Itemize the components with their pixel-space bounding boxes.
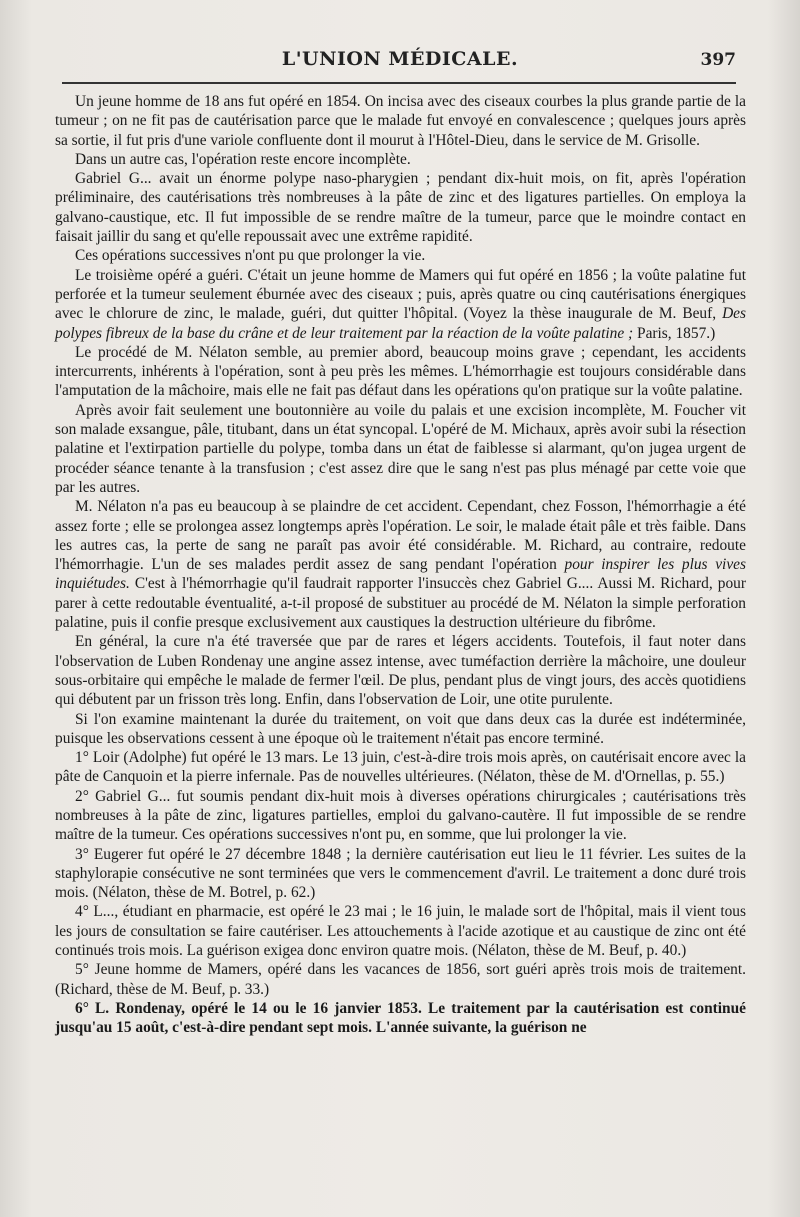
paragraph: Gabriel G... avait un énorme polype naso-pharygien ; pendant dix-huit mois, on fit, après l'opération préliminaire, des cautérisations très nombreuses à la pâte de zinc et des ligatures partielles. On employa la galvano-caustique, etc. Il fut impossible de se rendre maître de la tumeur, parce que le moindre contact en faisait jaillir du sang et qu'elle repoussait avec une extrême rapidité. bbox=[55, 170, 746, 246]
list-paragraph: 5° Jeune homme de Mamers, opéré dans les vacances de 1856, sort guéri après trois mois de traitement. (Richard, thèse de M. Beuf, p. 33.) bbox=[55, 961, 746, 998]
paragraph bbox=[55, 497, 746, 632]
paragraph: Dans un autre cas, l'opération reste encore incomplète. bbox=[75, 150, 411, 168]
list-paragraph: 4° L..., étudiant en pharmacie, est opéré le 23 mai ; le 16 juin, le malade sort de l'hôpital, mais il vient tous les jours de consultation se faire cautériser. Les attouchements à l'acide azotique et au caustique de zinc ont été continués trois mois. La guérison exigea donc environ quatre mois. (Nélaton, thèse de M. Beuf, p. 40.) bbox=[55, 903, 746, 960]
page-number: 397 bbox=[700, 50, 736, 70]
paragraph: Si l'on examine maintenant la durée du traitement, on voit que dans deux cas la durée est indéterminée, puisque les observations cessent à une époque où le traitement n'était pas encore terminé. bbox=[55, 710, 746, 747]
italic-quote: pour inspirer les plus vives inquiétudes. bbox=[55, 556, 746, 593]
paragraph: Ces opérations successives n'ont pu que prolonger la vie. bbox=[75, 247, 426, 265]
list-paragraph: 3° Eugerer fut opéré le 27 décembre 1848 ; la dernière cautérisation eut lieu le 11 février. Les suites de la staphylorapie consécutive ne sont terminées que vers le commencement d'avril. Le traitement a donc duré trois mois. (Nélaton, thèse de M. Botrel, p. 62.) bbox=[55, 845, 746, 902]
header-rule bbox=[62, 82, 736, 84]
paragraph bbox=[55, 266, 746, 343]
list-paragraph: 1° Loir (Adolphe) fut opéré le 13 mars. Le 13 juin, c'est-à-dire trois mois après, on cautérisait encore avec la pâte de Canquoin et la pierre infernale. Pas de nouvelles ultérieures. (Nélaton, thèse de M. d'Ornellas, p. 55.) bbox=[55, 749, 746, 786]
running-header bbox=[60, 44, 740, 76]
paragraph: Le procédé de M. Nélaton semble, au premier abord, beaucoup moins grave ; cependant, les accidents intercurrents, inhérents à l'opération, sont à peu près les mêmes. L'hémorrhagie est toujours considérable dans l'amputation de la mâchoire, mais elle ne fait pas défaut dans les opérations qu'on pratique sur la voûte palatine. bbox=[55, 343, 746, 400]
list-paragraph: 2° Gabriel G... fut soumis pendant dix-huit mois à diverses opérations chirurgicales ; cautérisations très nombreuses à la pâte de zinc, ligatures partielles, emploi du galvano-cautère. Il fut impossible de se rendre maître de la tumeur. Ces opérations successives n'ont pu, en somme, que lui prolonger la vie. bbox=[55, 787, 746, 844]
paragraph: En général, la cure n'a été traversée que par de rares et légers accidents. Toutefois, il faut noter dans l'observation de Luben Rondenay une angine assez intense, avec tuméfaction derrière la mâchoire, une douleur sous-orbitaire qui empêche le malade de fermer l'œil. De plus, pendant plus de vingt jours, des accès quotidiens qui débutent par un frisson très long. Enfin, dans l'observation de Loir, une otite purulente. bbox=[55, 633, 746, 709]
paragraph-text: Paris, 1857.) bbox=[633, 324, 716, 342]
paragraph: Après avoir fait seulement une boutonnière au voile du palais et une excision incomplète, M. Foucher vit son malade exsangue, pâle, titubant, dans un état syncopal. L'opéré de M. Michaux, après avoir subi la résection palatine et l'extirpation partielle du polype, tomba dans un état de faiblesse si alarmant, qu'on jugea urgent de procéder séance tenante à la transfusion ; c'est assez dire que le sang n'est pas plus ménagé par cette voie que par les autres. bbox=[55, 401, 746, 496]
italic-citation: Des polypes fibreux de la base du crâne et de leur traitement par la réaction de la voûte palatine ; bbox=[55, 305, 746, 342]
paragraph: Un jeune homme de 18 ans fut opéré en 1854. On incisa avec des ciseaux courbes la plus grande partie de la tumeur ; on ne fit pas de cautérisation parce que le malade fut envoyé en convalescence ; quelques jours après sa sortie, il fut pris d'une variole confluente dont il mourut à l'Hôtel-Dieu, dans le service de M. Grisolle. bbox=[55, 93, 746, 149]
list-paragraph: 6° L. Rondenay, opéré le 14 ou le 16 janvier 1853. Le traitement par la cautérisation est continué jusqu'au 15 août, c'est-à-dire pendant sept mois. L'année suivante, la guérison ne bbox=[55, 999, 746, 1037]
journal-title: L'UNION MÉDICALE. bbox=[281, 48, 519, 70]
paragraph-text: M. Nélaton n'a pas eu beaucoup à se plaindre de cet accident. Cependant, chez Fosson, l'hémorrhagie a été assez forte ; elle se prolongea assez longtemps après l'opération. Le soir, le malade était pâle et très faible. Dans les autres cas, la perte de sang ne paraît pas avoir été considérable. M. Richard, au contraire, redoute l'hémorrhagie. L'un de ses malades perdit assez de sang pendant l'opération bbox=[55, 498, 746, 574]
body-text bbox=[55, 92, 746, 1038]
paragraph-text: Le troisième opéré a guéri. C'était un jeune homme de Mamers qui fut opéré en 1856 ; la voûte palatine fut perforée et la tumeur seulement éburnée avec des ciseaux ; puis, après quatre ou cinq cautérisations énergiques avec le chlorure de zinc, le malade, guéri, dut quitter l'hôpital. (Voyez la thèse inaugurale de M. Beuf, bbox=[55, 266, 746, 323]
paragraph-text: C'est à l'hémorrhagie qu'il faudrait rapporter l'insuccès chez Gabriel G.... Aussi M. Richard, pour parer à cette redoutable éventualité, a-t-il proposé de substituer au procédé de M. Nélaton la simple perforation palatine, puis il confie presque exclusivement aux caustiques la destruction ultérieure du fibrôme. bbox=[55, 575, 746, 632]
